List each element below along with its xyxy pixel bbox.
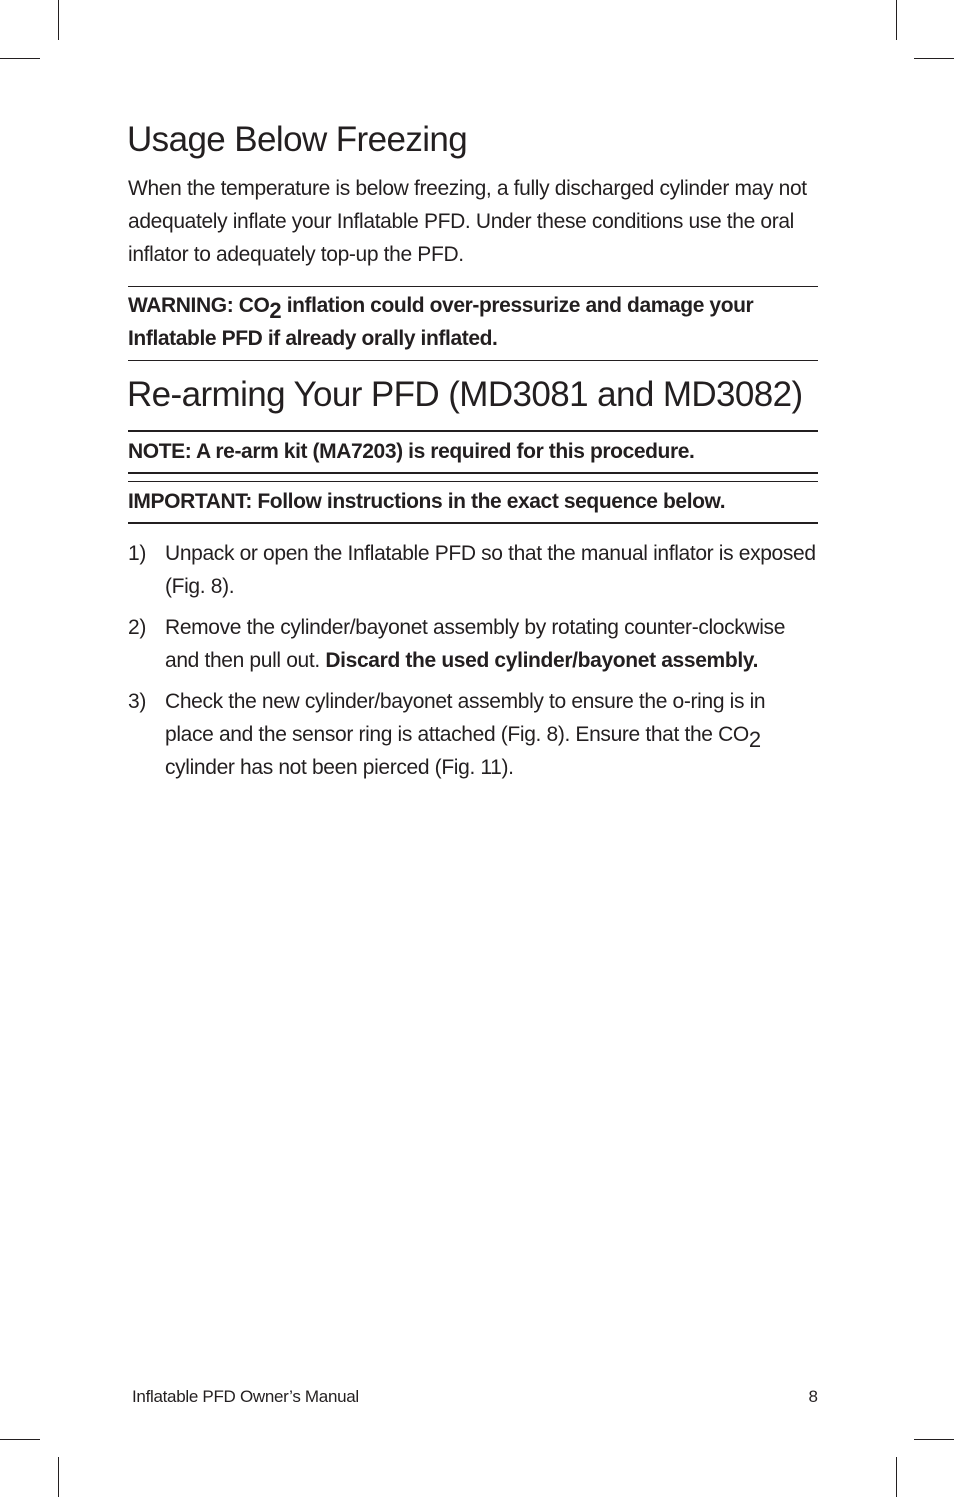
footer-manual-title: Inflatable PFD Owner’s Manual	[132, 1387, 359, 1406]
step-number: 2)	[128, 616, 146, 639]
warning-text: inflation could over-pressurize and damage your Inflatable PFD if already orally inflated.	[128, 294, 754, 350]
crop-mark	[0, 1439, 40, 1440]
warning-prefix: WARNING: CO	[128, 294, 270, 317]
crop-mark	[58, 1457, 59, 1497]
step-number: 1)	[128, 542, 146, 565]
note-text: NOTE: A re-arm kit (MA7203) is required for this procedure.	[128, 440, 695, 463]
list-item	[128, 685, 818, 784]
co2-subscript: 2	[748, 727, 761, 752]
crop-mark	[896, 1457, 897, 1497]
re-arm-steps-list	[128, 537, 818, 784]
list-item	[128, 537, 818, 603]
footer-page-number: 8	[808, 1387, 818, 1406]
crop-mark	[896, 0, 897, 40]
step-text	[165, 685, 818, 784]
crop-mark	[58, 0, 59, 40]
important-text: IMPORTANT: Follow instructions in the exact sequence below.	[128, 490, 726, 513]
step-text: Unpack or open the Inflatable PFD so that the manual inflator is exposed (Fig. 8).	[165, 542, 816, 598]
step-text-regular: Remove the cylinder/bayonet assembly by rotating counter-clockwise and then pull out.	[165, 616, 786, 672]
important-box	[128, 481, 818, 524]
step-text-before: Check the new cylinder/bayonet assembly to ensure the o-ring is in place and the sensor ring is attached (Fig. 8). Ensure that the CO	[165, 690, 766, 746]
warning-box	[128, 286, 818, 361]
step-text-after: cylinder has not been pierced (Fig. 11).	[165, 756, 514, 779]
section-title-re-arming: Re-arming Your PFD (MD3081 and MD3082)	[127, 375, 803, 414]
section-title-usage-below-freezing: Usage Below Freezing	[127, 120, 468, 159]
crop-mark	[914, 1439, 954, 1440]
crop-mark	[0, 58, 40, 59]
step-text-bold: Discard the used cylinder/bayonet assembly.	[325, 649, 759, 672]
page-content	[128, 118, 818, 792]
crop-mark	[914, 58, 954, 59]
note-box	[128, 430, 818, 474]
co2-subscript: 2	[269, 298, 282, 323]
freezing-paragraph: When the temperature is below freezing, a fully discharged cylinder may not adequately inflate your Inflatable PFD. Under these conditions use the oral inflator to adequately top-up the PFD.	[128, 177, 807, 266]
step-number: 3)	[128, 690, 146, 713]
list-item	[128, 611, 818, 677]
step-text	[165, 611, 818, 677]
